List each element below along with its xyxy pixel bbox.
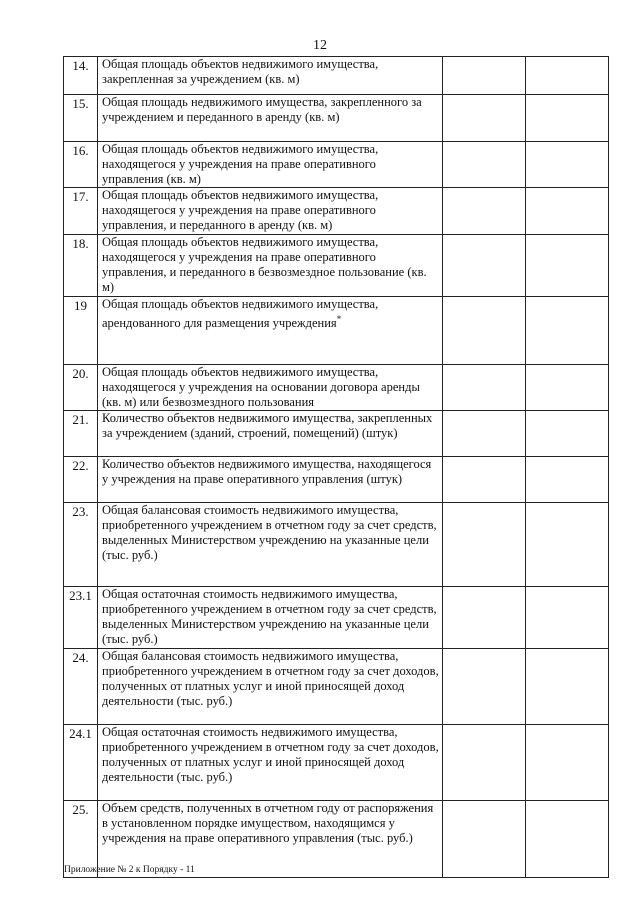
row-description <box>98 365 443 411</box>
value-cell-1 <box>443 235 526 297</box>
row-number: 23.1 <box>64 587 98 649</box>
row-description-text: Общая балансовая стоимость недвижимого имущества, приобретенного учреждением в отчетном году за счет средств, выделенных Министерством учреждению на указанные цели (тыс. руб.) <box>102 503 437 562</box>
value-cell-1 <box>443 297 526 365</box>
row-description-text: Общая балансовая стоимость недвижимого имущества, приобретенного учреждением в отчетном году за счет доходов, полученных от платных услуг и иной приносящей доход деятельности (тыс. руб.) <box>102 649 439 708</box>
row-description-text: Общая площадь объектов недвижимого имущества, находящегося у учреждения на основании договора аренды (кв. м) или безвозмездного пользования <box>102 365 420 409</box>
row-description-text: Общая площадь объектов недвижимого имущества, находящегося у учреждения на праве оперативного управления, и переданного в аренду (кв. м) <box>102 188 379 232</box>
row-description <box>98 95 443 142</box>
value-cell-2 <box>526 188 609 235</box>
value-cell-2 <box>526 725 609 801</box>
table-row <box>64 235 609 297</box>
value-cell-2 <box>526 801 609 878</box>
row-description <box>98 457 443 503</box>
table-row <box>64 188 609 235</box>
table-row <box>64 365 609 411</box>
row-description-text: Общая остаточная стоимость недвижимого имущества, приобретенного учреждением в отчетном году за счет доходов, полученных от платных услуг и иной приносящей доход деятельности (тыс. руб.) <box>102 725 439 784</box>
row-number: 16. <box>64 142 98 188</box>
value-cell-2 <box>526 57 609 95</box>
row-number: 24. <box>64 649 98 725</box>
value-cell-1 <box>443 365 526 411</box>
value-cell-1 <box>443 95 526 142</box>
row-number: 14. <box>64 57 98 95</box>
table-row <box>64 297 609 365</box>
table-row <box>64 587 609 649</box>
value-cell-1 <box>443 411 526 457</box>
value-cell-2 <box>526 95 609 142</box>
table-row <box>64 725 609 801</box>
row-description-text: Общая остаточная стоимость недвижимого имущества, приобретенного учреждением в отчетном году за счет средств, выделенных Министерством учреждению на указанные цели (тыс. руб.) <box>102 587 437 646</box>
value-cell-2 <box>526 587 609 649</box>
row-description-text: Общая площадь объектов недвижимого имущества, находящегося у учреждения на праве оперативного управления (кв. м) <box>102 142 379 186</box>
value-cell-1 <box>443 57 526 95</box>
row-description <box>98 503 443 587</box>
row-description-text: Общая площадь объектов недвижимого имущества, арендованного для размещения учреждения <box>102 297 379 331</box>
row-number: 23. <box>64 503 98 587</box>
row-description-text: Общая площадь недвижимого имущества, закрепленного за учреждением и переданного в аренду (кв. м) <box>102 95 422 124</box>
value-cell-1 <box>443 587 526 649</box>
report-table <box>63 56 609 878</box>
table-row <box>64 411 609 457</box>
row-description <box>98 297 443 365</box>
value-cell-2 <box>526 297 609 365</box>
row-number: 24.1 <box>64 725 98 801</box>
row-number: 17. <box>64 188 98 235</box>
value-cell-1 <box>443 457 526 503</box>
row-number: 25. <box>64 801 98 878</box>
table-row <box>64 457 609 503</box>
value-cell-2 <box>526 365 609 411</box>
row-description <box>98 235 443 297</box>
row-description <box>98 57 443 95</box>
row-description <box>98 725 443 801</box>
row-description <box>98 411 443 457</box>
row-description <box>98 649 443 725</box>
row-description-text: Количество объектов недвижимого имущества, закрепленных за учреждением (зданий, строений, помещений) (штук) <box>102 411 433 440</box>
value-cell-2 <box>526 411 609 457</box>
value-cell-1 <box>443 649 526 725</box>
table-row <box>64 57 609 95</box>
row-description-text: Общая площадь объектов недвижимого имущества, находящегося у учреждения на праве оперативного управления, и переданного в безвозмездное пользование (кв. м) <box>102 235 427 294</box>
value-cell-1 <box>443 503 526 587</box>
footnote-mark: * <box>336 314 342 324</box>
value-cell-1 <box>443 188 526 235</box>
row-description <box>98 142 443 188</box>
value-cell-1 <box>443 725 526 801</box>
page-footer: Приложение № 2 к Порядку - 11 <box>64 865 195 875</box>
value-cell-2 <box>526 649 609 725</box>
row-number: 19 <box>64 297 98 365</box>
value-cell-2 <box>526 503 609 587</box>
row-description-text: Объем средств, полученных в отчетном году от распоряжения в установленном порядке имуществом, находящимся у учреждения на праве оперативного управления (тыс. руб.) <box>102 801 434 845</box>
row-number: 18. <box>64 235 98 297</box>
value-cell-1 <box>443 801 526 878</box>
value-cell-2 <box>526 235 609 297</box>
row-number: 22. <box>64 457 98 503</box>
row-description-text: Общая площадь объектов недвижимого имущества, закрепленная за учреждением (кв. м) <box>102 57 379 86</box>
table-row <box>64 503 609 587</box>
value-cell-1 <box>443 142 526 188</box>
row-description <box>98 188 443 235</box>
row-number: 20. <box>64 365 98 411</box>
row-number: 15. <box>64 95 98 142</box>
table-row <box>64 95 609 142</box>
report-table-body <box>64 57 609 878</box>
row-description <box>98 587 443 649</box>
table-row <box>64 142 609 188</box>
row-number: 21. <box>64 411 98 457</box>
table-row <box>64 649 609 725</box>
row-description-text: Количество объектов недвижимого имущества, находящегося у учреждения на праве оперативного управления (штук) <box>102 457 432 486</box>
value-cell-2 <box>526 457 609 503</box>
page-number: 12 <box>313 38 327 53</box>
value-cell-2 <box>526 142 609 188</box>
